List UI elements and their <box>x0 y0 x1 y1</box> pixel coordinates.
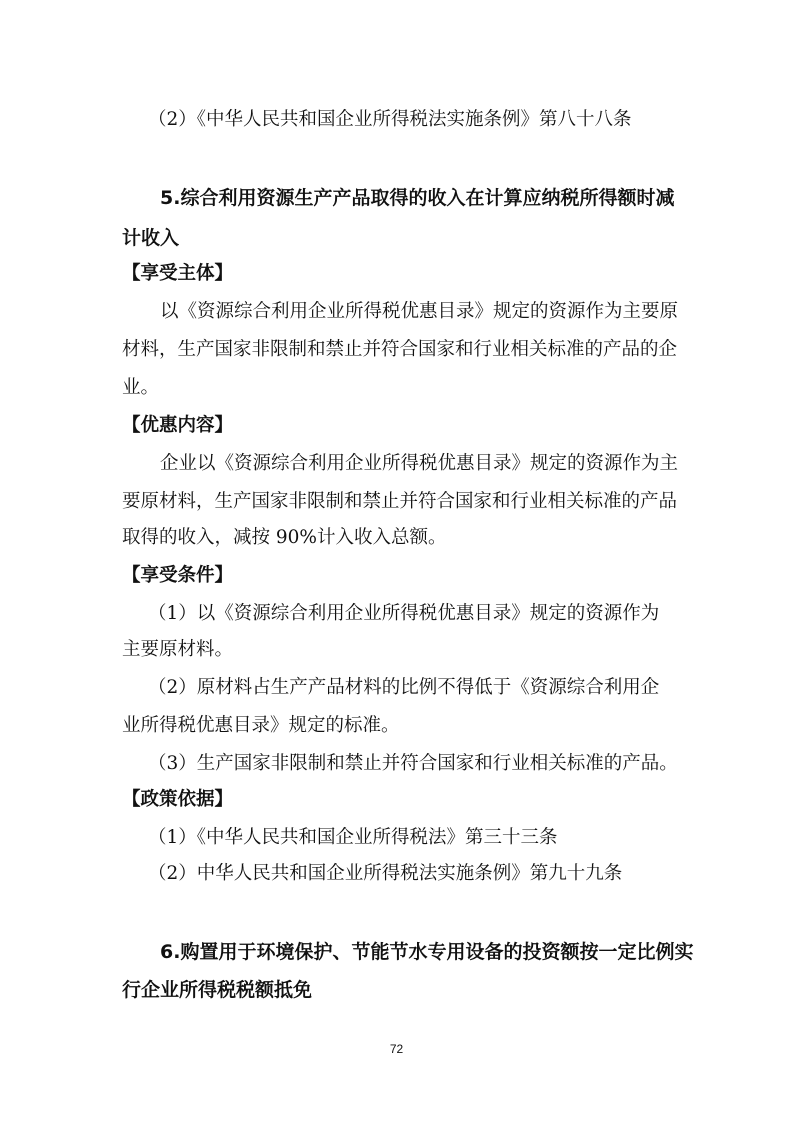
subject-label: 【享受主体】 <box>122 263 234 284</box>
page-number: 72 <box>389 1042 404 1056</box>
prev-basis-line-2: （2）《中华人民共和国企业所得税法实施条例》第八十八条 <box>148 109 632 130</box>
conditions-line-2: 主要原材料。 <box>122 639 234 660</box>
content-line-1: 企业以《资源综合利用企业所得税优惠目录》规定的资源作为主 <box>160 453 679 474</box>
section6-title-line1: 6.购置用于环境保护、节能节水专用设备的投资额按一定比例实 <box>160 941 694 963</box>
basis-line-1: （1）《中华人民共和国企业所得税法》第三十三条 <box>148 827 558 848</box>
conditions-line-1: （1）以《资源综合利用企业所得税优惠目录》规定的资源作为 <box>148 603 660 624</box>
content-line-3: 取得的收入，减按 90%计入收入总额。 <box>122 527 447 548</box>
conditions-label: 【享受条件】 <box>122 565 234 586</box>
section5-title-line1: 5.综合利用资源生产产品取得的收入在计算应纳税所得额时减 <box>160 187 675 209</box>
subject-line-1: 以《资源综合利用企业所得税优惠目录》规定的资源作为主要原 <box>160 301 679 322</box>
conditions-line-4: 业所得税优惠目录》规定的标准。 <box>122 715 400 736</box>
content-line-2: 要原材料，生产国家非限制和禁止并符合国家和行业相关标准的产品 <box>122 491 678 512</box>
basis-label: 【政策依据】 <box>122 789 234 810</box>
section5-title-line2: 计收入 <box>122 227 180 249</box>
subject-line-2: 材料，生产国家非限制和禁止并符合国家和行业相关标准的产品的企 <box>122 339 678 360</box>
basis-line-2: （2）中华人民共和国企业所得税法实施条例》第九十九条 <box>148 863 623 884</box>
content-label: 【优惠内容】 <box>122 415 234 436</box>
subject-line-3: 业。 <box>122 377 160 398</box>
conditions-line-5: （3）生产国家非限制和禁止并符合国家和行业相关标准的产品。 <box>148 753 678 774</box>
conditions-line-3: （2）原材料占生产产品材料的比例不得低于《资源综合利用企 <box>148 677 660 698</box>
section6-title-line2: 行企业所得税税额抵免 <box>122 979 313 1001</box>
